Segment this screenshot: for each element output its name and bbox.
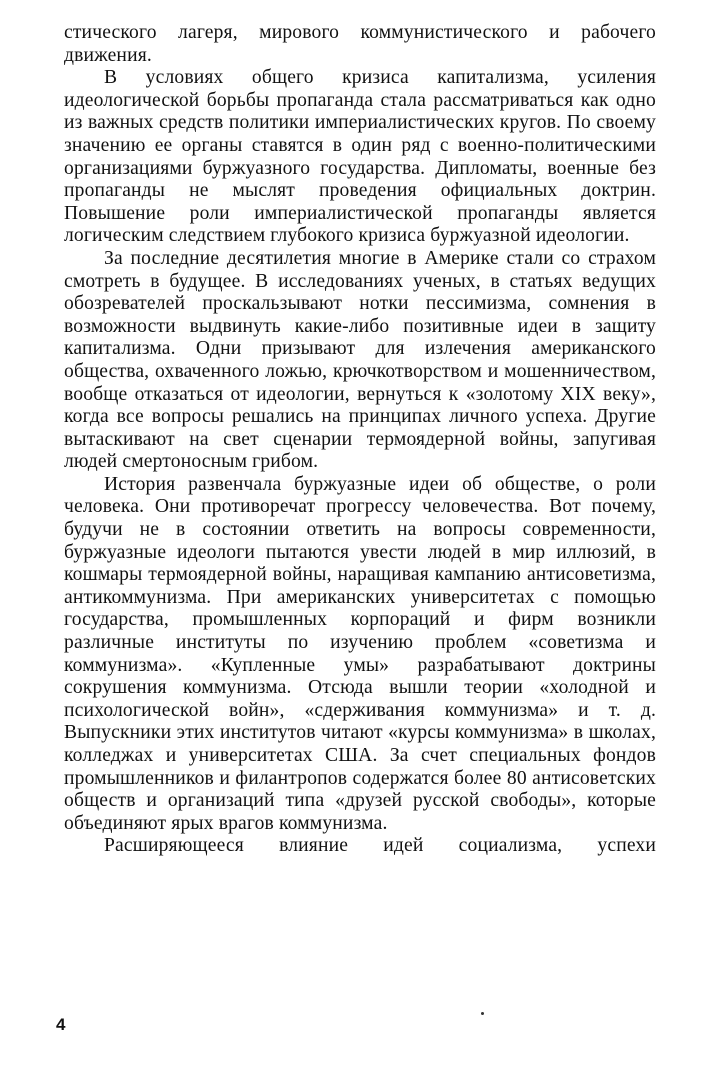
- paragraph-america-future: За последние десятилетия многие в Америке стали со страхом смотреть в будущее. В исследованиях ученых, в статьях ведущих обозревателей проскальзывают нотки пессимизма, сомнения в возможности выдвинуть какие-либо позитивные идеи в защиту капитализма. Одни призывают для излечения американского общества, охваченного ложью, крючкотворством и мошенничеством, вообще отказаться от идеологии, вернуться к «золотому XIX веку», когда все вопросы решались на принципах личного успеха. Другие вытаскивают на свет сценарии термоядерной войны, запугивая людей смертоносным грибом.: [64, 247, 656, 473]
- paragraph-final-fragment: Расширяющееся влияние идей социализма, успехи: [104, 835, 656, 857]
- print-speck: [481, 1012, 484, 1015]
- paragraph-history: История развенчала буржуазные идеи об обществе, о роли человека. Они противоречат прогрессу человечества. Вот почему, будучи не в состоянии ответить на вопросы современности, буржуазные идеологи пытаются увести людей в мир иллюзий, в кошмары термоядерной войны, наращивая кампанию антисоветизма, антикоммунизма. При американских университетах с помощью государства, промышленных корпораций и фирм возникли различные институты по изучению проблем «советизма и коммунизма». «Купленные умы» разрабатывают доктрины сокрушения коммунизма. Отсюда вышли теории «холодной и психологической войн», «сдерживания коммунизма» и т. д. Выпускники этих институтов читают «курсы коммунизма» в школах, колледжах и университетах США. За счет специальных фондов промышленников и филантропов содержатся более 80 антисоветских обществ и организаций типа «друзей русской свободы», которые объединяют ярых врагов коммунизма.: [64, 473, 656, 834]
- page-number: 4: [56, 1015, 66, 1034]
- paragraph-continuation: стического лагеря, мирового коммунистического и рабочего движения.: [64, 22, 656, 66]
- page-body: [64, 22, 656, 858]
- paragraph-crisis-propaganda: В условиях общего кризиса капитализма, усиления идеологической борьбы пропаганда стала рассматриваться как одно из важных средств политики империалистических кругов. По своему значению ее органы ставятся в один ряд с военно-политическими организациями буржуазного государства. Дипломаты, военные без пропаганды не мыслят проведения официальных доктрин. Повышение роли империалистической пропаганды является логическим следствием глубокого кризиса буржуазной идеологии.: [64, 67, 656, 247]
